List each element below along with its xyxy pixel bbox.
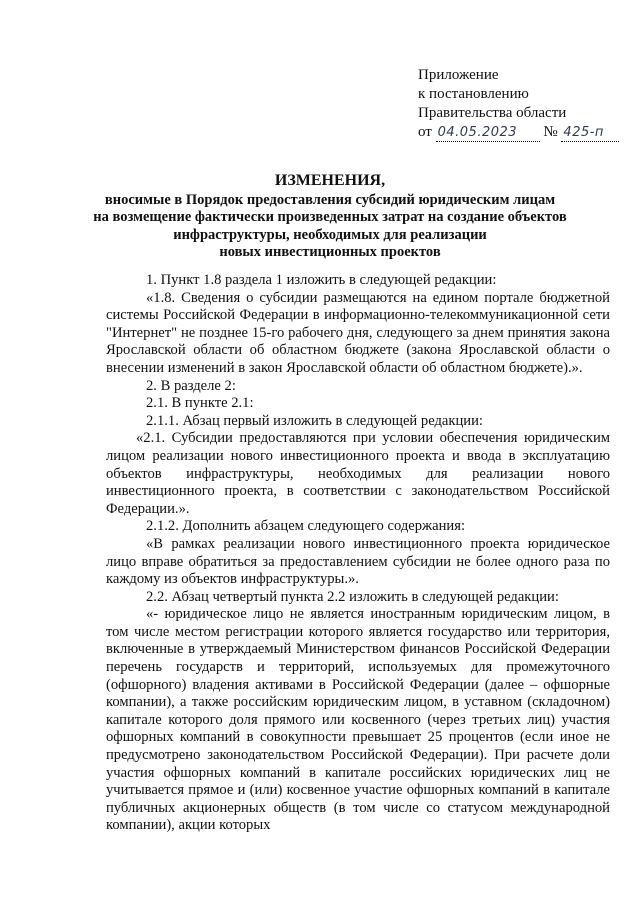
title-sub-line-2: на возмещение фактически произведенных затрат на создание объектов: [93, 209, 567, 225]
paragraph: «2.1. Субсидии предоставляются при условии обеспечения юридическим лицом реализации нового инвестиционного проекта и ввода в эксплуатацию объектов инфраструктуры, необходимых для реализации нового инвестиционного проекта, в соответствии с законодательством Российской Федерации.».: [106, 430, 610, 517]
appendix-line-1: Приложение: [418, 67, 499, 83]
paragraph: 2.1. В пункте 2.1:: [146, 395, 254, 412]
from-label: от: [418, 124, 432, 140]
document-title: [80, 172, 580, 262]
paragraph: «В рамках реализации нового инвестиционного проекта юридическое лицо вправе обратиться за предоставлением субсидии не более одного раза по каждому из объектов инфраструктуры.».: [106, 535, 610, 588]
paragraph: «1.8. Сведения о субсидии размещаются на едином портале бюджетной системы Российской Федерации в информационно-телекоммуникационной сети "Интернет" не позднее 15-го рабочего дня, следующего за днем принятия закона Ярославской области об областном бюджете (закона Ярославской области о внесении изменений в закон Ярославской области об областном бюджете).».: [106, 289, 610, 376]
paragraph: 2.2. Абзац четвертый пункта 2.2 изложить в следующей редакции:: [146, 588, 559, 605]
appendix-line-3: Правительства области: [418, 105, 567, 121]
document-body: [106, 272, 610, 835]
paragraph: 2.1.1. Абзац первый изложить в следующей редакции:: [146, 412, 483, 429]
number-label: №: [543, 124, 558, 140]
title-sub-line-1: вносимые в Порядок предоставления субсидий юридическим лицам: [104, 191, 556, 208]
title-sub-line-3: инфраструктуры, необходимых для реализации: [173, 226, 487, 243]
paragraph: 2. В разделе 2:: [146, 377, 236, 394]
paragraph: 2.1.2. Дополнить абзацем следующего содержания:: [146, 518, 466, 535]
handwritten-number: 425-п: [561, 125, 619, 142]
appendix-line-2: к постановлению: [418, 86, 529, 102]
title-main: ИЗМЕНЕНИЯ,: [274, 172, 386, 189]
appendix-block: [418, 66, 619, 142]
handwritten-date: 04.05.2023: [436, 125, 540, 142]
title-sub-line-4: новых инвестиционных проектов: [219, 244, 441, 260]
paragraph: 1. Пункт 1.8 раздела 1 изложить в следующей редакции:: [146, 272, 497, 288]
paragraph: «- юридическое лицо не является иностранным юридическим лицом, в том числе местом регистрации которого является государство или территория, включенные в утверждаемый Министерством финансов Российской Федерации перечень государств и территорий, используемых для промежуточного (офшорного) владения активами в Российской Федерации (далее – офшорные компании), а также российским юридическим лицом, в уставном (складочном) капитале которого доля прямого или косвенного (через третьих лиц) участия офшорных компаний в совокупности превышает 25 процентов (если иное не предусмотрено законодательством Российской Федерации). При расчете доли участия офшорных компаний в капитале российских юридических лиц не учитывается прямое и (или) косвенное участие офшорных компаний в капитале публичных акционерных обществ (в том числе со статусом международной компании), акции которых: [106, 606, 610, 834]
appendix-date-line: [418, 123, 619, 142]
